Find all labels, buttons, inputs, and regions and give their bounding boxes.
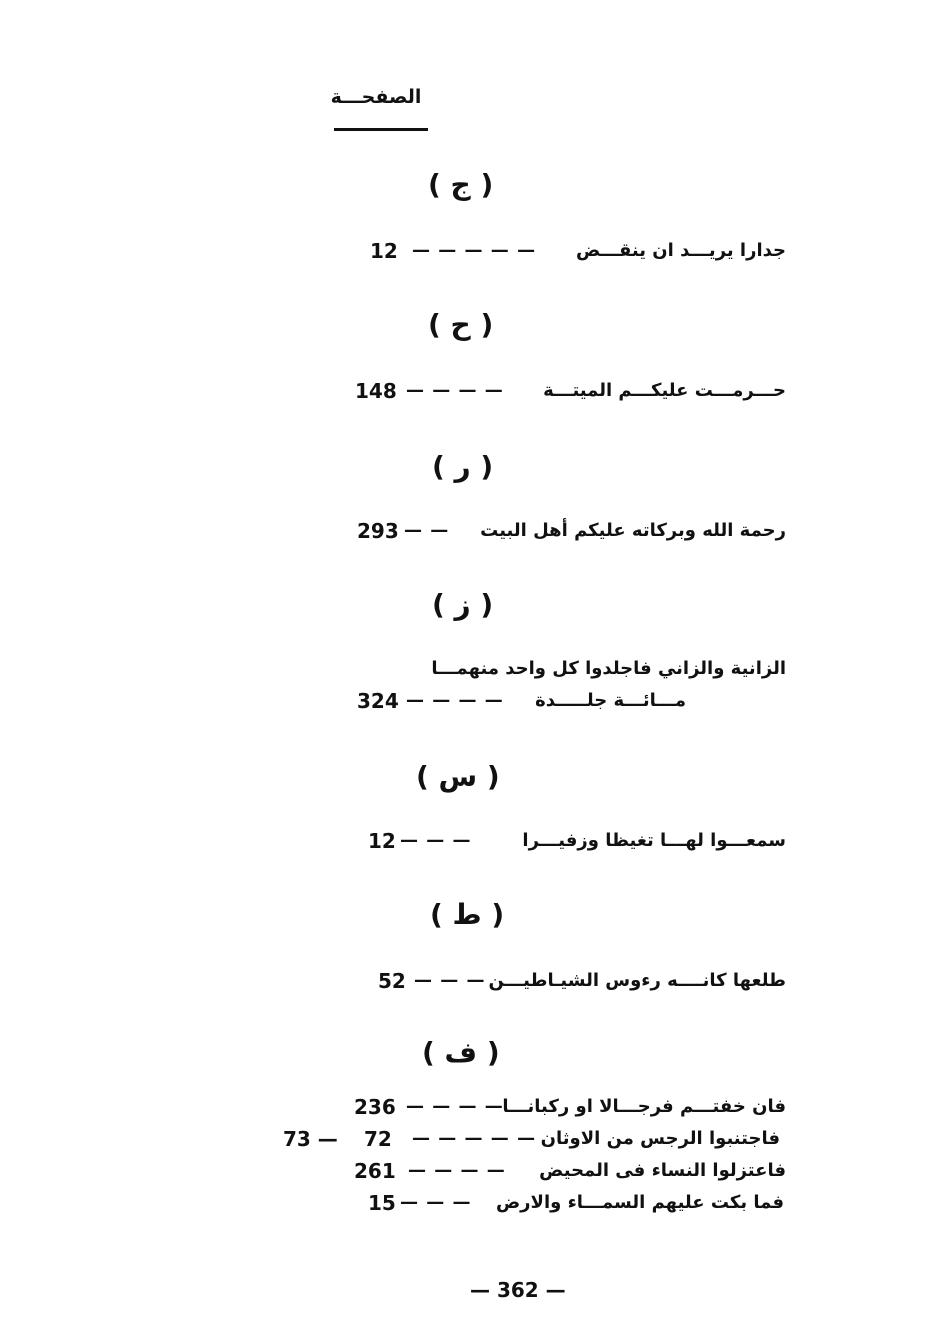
section-letter-fa: ( ف ): [422, 1036, 500, 1069]
section-letter-jim: ( ج ): [428, 168, 494, 201]
index-entry-text: فما بكت عليهم السمـــاء والارض: [495, 1192, 784, 1213]
section-letter-ha: ( ح ): [428, 308, 494, 341]
index-entry-text: جدارا يريـــد ان ينقـــض: [575, 240, 786, 261]
leader-dashes: — — — —: [408, 1160, 506, 1181]
leader-dashes: — — — —: [406, 690, 504, 711]
section-letter-sin: ( س ): [416, 760, 500, 793]
page-number: 52: [378, 969, 406, 993]
leader-dashes: — — — —: [406, 380, 504, 401]
page-number: 12: [368, 829, 396, 853]
index-entry-text: فان خفتـــم فرجـــالا او ركبانـــا: [502, 1096, 786, 1117]
index-entry-text: رحمة الله وبركاته عليكم أهل البيت: [480, 520, 786, 541]
page-number: 148: [355, 379, 397, 403]
page-number: 261: [354, 1159, 396, 1183]
index-entry-text: سمعـــوا لهـــا تغيظا وزفيـــرا: [522, 830, 786, 851]
page-number: 72: [364, 1127, 392, 1151]
leader-dashes: — — —: [400, 1192, 472, 1213]
index-entry-text: فاجتنبوا الرجس من الاوثان: [540, 1128, 780, 1149]
page-footer-number: — 362 —: [470, 1278, 566, 1302]
leader-dashes: — — —: [400, 830, 472, 851]
index-entry-text: مـــائـــة جلـــــدة: [535, 690, 686, 711]
page-number: 293: [357, 519, 399, 543]
leader-dashes: — — — — —: [412, 1128, 537, 1149]
index-entry-text: طلعها كانــــه رءوس الشيـاطيـــن: [488, 970, 786, 991]
section-letter-zay: ( ز ): [432, 588, 494, 621]
section-letter-ra: ( ر ): [432, 450, 494, 483]
index-entry-text: الزانية والزاني فاجلدوا كل واحد منهمـــا: [431, 658, 786, 679]
heading-underline: [334, 128, 428, 131]
index-entry-text: حـــرمـــت عليكـــم الميتـــة: [543, 380, 786, 401]
page-column-heading: الصفحـــة: [330, 86, 422, 108]
leader-dashes: — — — —: [406, 1096, 504, 1117]
page-number: 12: [370, 239, 398, 263]
page-number: 236: [354, 1095, 396, 1119]
leader-dashes: — —: [404, 520, 450, 541]
leader-dashes: — — — — —: [412, 240, 537, 261]
leader-dashes: — — —: [414, 970, 486, 991]
page-number: 324: [357, 689, 399, 713]
page-number: 15: [368, 1191, 396, 1215]
section-letter-ta: ( ط ): [430, 898, 505, 931]
index-entry-text: فاعتزلوا النساء فى المحيض: [539, 1160, 786, 1181]
page-number-extra: 73 —: [283, 1127, 338, 1151]
